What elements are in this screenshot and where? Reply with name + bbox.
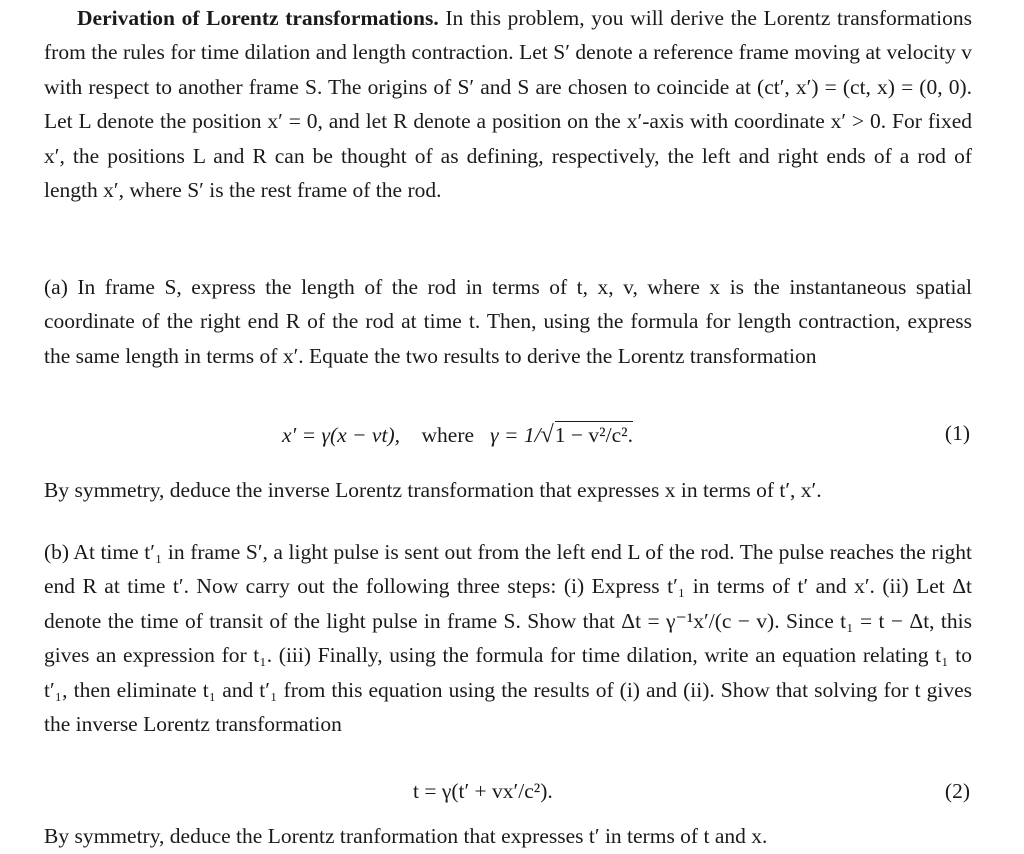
problem-title: Derivation of Lorentz transformations. [77, 6, 439, 30]
part-b-paragraph: (b) At time t′₁ in frame S′, a light pulse is sent out from the left end L of the rod. The pulse reaches the right end R at time t′. Now carry out the following three steps: (i) Express t′₁ in terms of t′ and x′. (ii) Let Δt denote the time of transit of the light pulse in frame S. Show that Δt = γ⁻¹x′/(c − v). Since t₁ = t − Δt, this gives an expression for t₁. (iii) Finally, using the formula for time dilation, write an equation relating t₁ to t′₁, then eliminate t₁ and t′₁ from this equation using the results of (i) and (ii). Show that solving for t gives the inverse Lorentz transformation [44, 540, 972, 737]
equation-1-body [282, 421, 633, 449]
sqrt-icon: √ [540, 422, 554, 448]
intro-paragraph [44, 1, 972, 207]
equation-2-number: (2) [944, 779, 970, 803]
equation-1-sqrt-content: 1 − v²/c². [554, 423, 633, 447]
equation-1-number: (1) [944, 421, 970, 445]
equation-1-where: where [421, 423, 475, 447]
equation-1-lhs: x′ = γ(x − vt), [282, 423, 400, 447]
equation-1 [44, 421, 972, 455]
part-a-paragraph: (a) In frame S, express the length of the rod in terms of t, x, v, where x is the instantaneous spatial coordinate of the right end R of the rod at time t. Then, using the formula for length contraction, express the same length in terms of x′. Equate the two results to derive the Lorentz transformation [44, 275, 972, 368]
part-b-symmetry: By symmetry, deduce the Lorentz tranformation that expresses t′ in terms of t and x. [44, 824, 768, 848]
part-a-symmetry: By symmetry, deduce the inverse Lorentz transformation that expresses x in terms of t′, x′. [44, 478, 822, 502]
intro-body: In this problem, you will derive the Lorentz transformations from the rules for time dilation and length contraction. Let S′ denote a reference frame moving at velocity v with respect to another frame S. The origins of S′ and S are chosen to coincide at (ct′, x′) = (ct, x) = (0, 0). Let L denote the position x′ = 0, and let R denote a position on the x′-axis with coordinate x′ > 0. For fixed x′, the positions L and R can be thought of as defining, respectively, the left and right ends of a rod of length x′, where S′ is the rest frame of the rod. [44, 6, 972, 203]
equation-2-expr: t = γ(t′ + vx′/c²). [413, 779, 553, 803]
equation-2 [44, 779, 972, 813]
equation-1-gamma: γ = 1/ [490, 423, 541, 447]
